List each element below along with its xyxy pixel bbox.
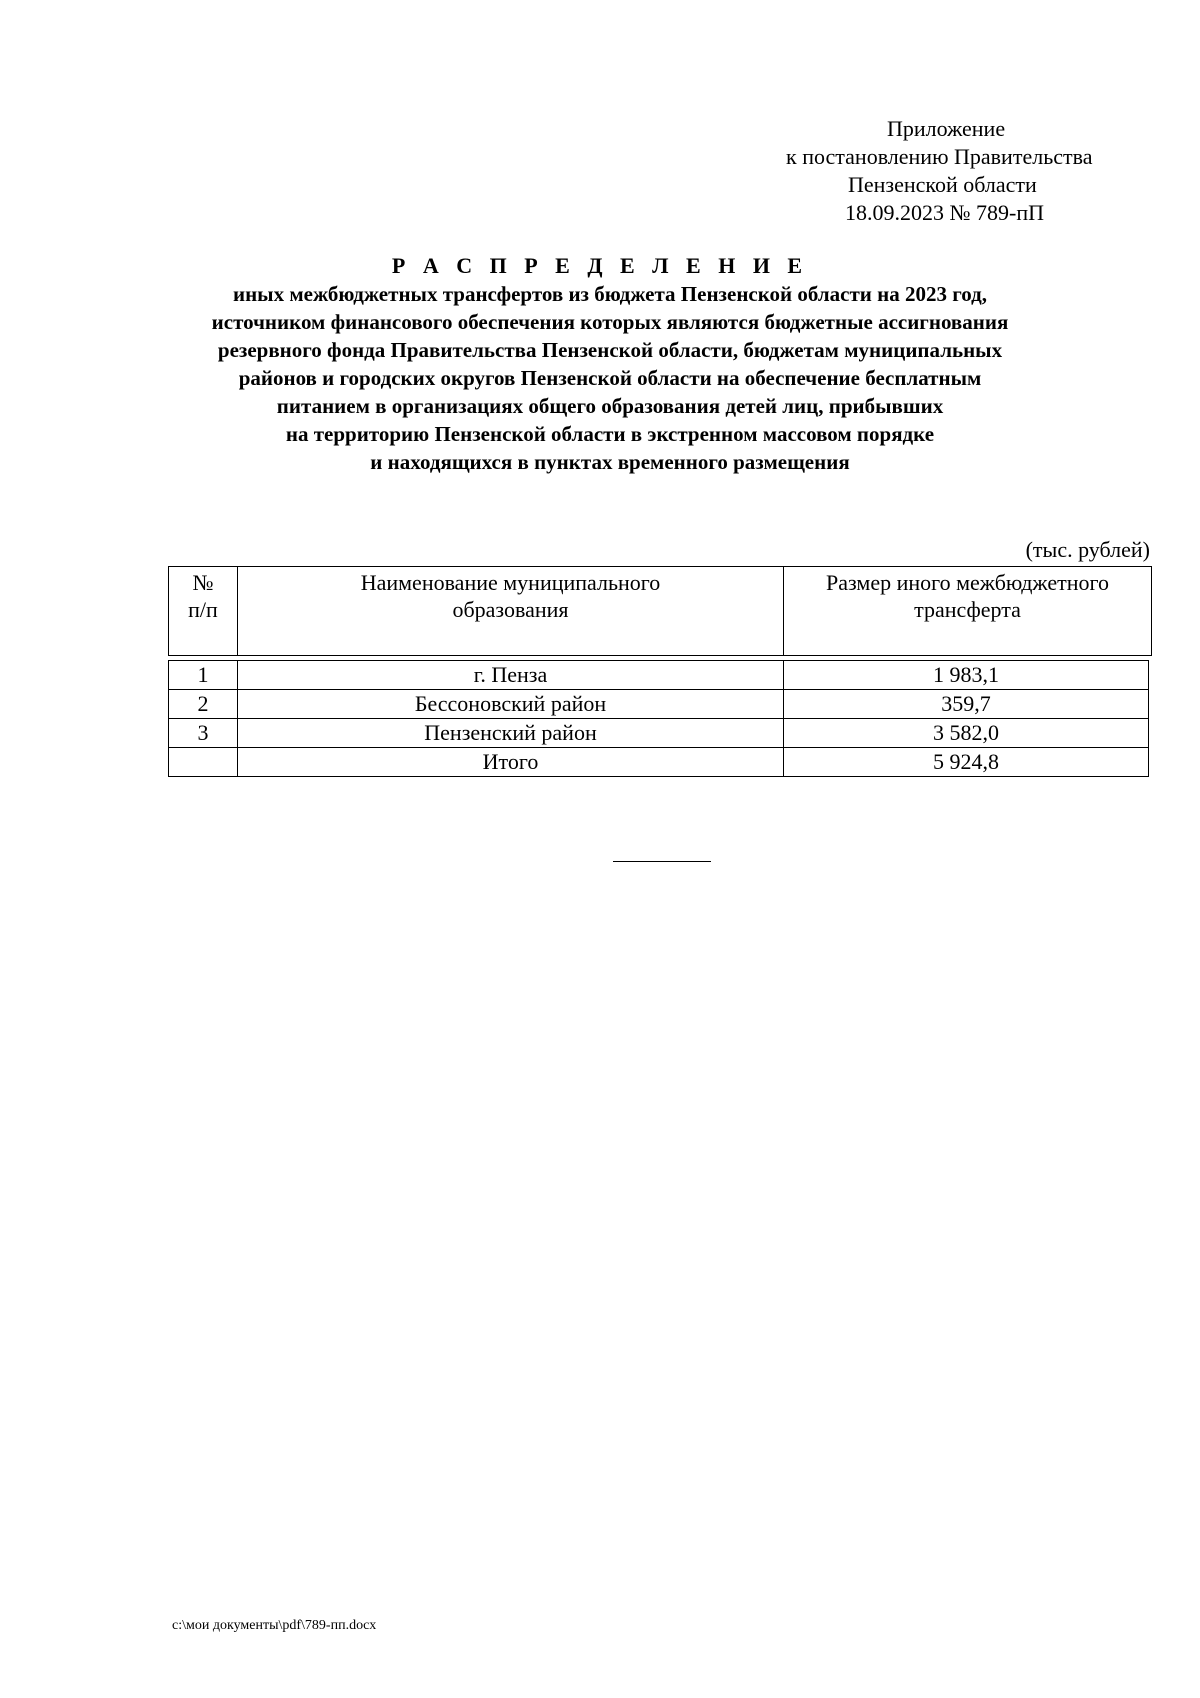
- table-header-row: [169, 567, 1152, 656]
- row-municipality: Бессоновский район: [238, 690, 784, 719]
- annex-date-number: 18.09.2023 № 789-пП: [845, 200, 1044, 225]
- header-name-line1: Наименование муниципального: [360, 570, 661, 595]
- unit-label: (тыс. рублей): [1025, 537, 1150, 562]
- row-municipality: г. Пенза: [238, 661, 784, 690]
- table-total-row: [169, 748, 1149, 777]
- row-number: 2: [169, 690, 238, 719]
- heading-line: на территорию Пензенской области в экстренном массовом порядке: [285, 422, 935, 446]
- total-amount: 5 924,8: [784, 748, 1149, 777]
- heading-line: районов и городских округов Пензенской области на обеспечение бесплатным: [238, 366, 982, 390]
- row-amount: 1 983,1: [784, 661, 1149, 690]
- table-header: [168, 566, 1152, 656]
- annex-block: [760, 115, 1180, 227]
- header-number-line2: п/п: [188, 597, 218, 622]
- annex-title: Приложение: [887, 116, 1006, 141]
- table-row: [169, 690, 1149, 719]
- annex-reference: к постановлению Правительства: [786, 144, 1093, 169]
- total-label: Итого: [238, 748, 784, 777]
- table-row: [169, 719, 1149, 748]
- header-name-line2: образования: [452, 597, 569, 622]
- heading-line: резервного фонда Правительства Пензенской области, бюджетам муниципальных: [217, 338, 1003, 362]
- row-amount: 359,7: [784, 690, 1149, 719]
- heading-line: иных межбюджетных трансфертов из бюджета Пензенской области на 2023 год,: [232, 282, 988, 306]
- annex-region: Пензенской области: [848, 172, 1037, 197]
- heading-title: Р А С П Р Е Д Е Л Е Н И Е: [391, 253, 809, 278]
- row-amount: 3 582,0: [784, 719, 1149, 748]
- heading-description: [70, 280, 1150, 476]
- header-number-line1: №: [192, 570, 214, 595]
- heading-line: и находящихся в пунктах временного размещения: [370, 450, 850, 474]
- heading-line: источником финансового обеспечения которых являются бюджетные ассигнования: [211, 310, 1009, 334]
- row-number: 1: [169, 661, 238, 690]
- footer-file-path: c:\мои документы\pdf\789-пп.docx: [172, 1618, 377, 1633]
- row-number: 3: [169, 719, 238, 748]
- table-row: [169, 661, 1149, 690]
- header-name-cell: [238, 567, 784, 656]
- distribution-table: [168, 660, 1149, 777]
- row-number: [169, 748, 238, 777]
- header-amount-cell: [784, 567, 1152, 656]
- heading-line: питанием в организациях общего образования детей лиц, прибывших: [276, 394, 944, 418]
- header-amount-line1: Размер иного межбюджетного: [826, 570, 1109, 595]
- row-municipality: Пензенский район: [238, 719, 784, 748]
- header-number-cell: [169, 567, 238, 656]
- end-divider: [613, 861, 711, 862]
- header-amount-line2: трансферта: [914, 597, 1021, 622]
- document-heading: [170, 252, 1150, 476]
